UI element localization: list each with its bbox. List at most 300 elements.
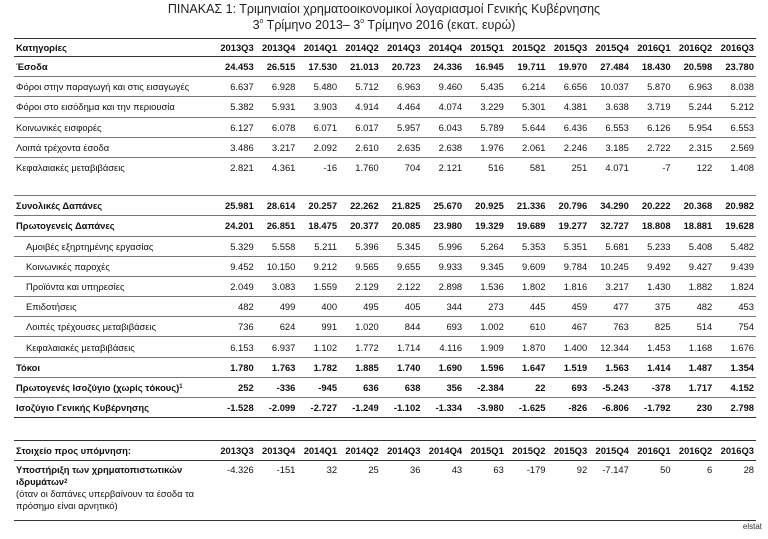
table-cell: -378 [631, 377, 673, 397]
table-cell: 3.217 [256, 137, 298, 157]
table-cell: 5.558 [256, 236, 298, 256]
table-cell: 5.480 [297, 77, 339, 97]
row-label: Συνολικές Δαπάνες [14, 196, 214, 216]
table-cell: 3.903 [297, 97, 339, 117]
table-cell: 9.565 [339, 256, 381, 276]
table-cell: -1.249 [339, 398, 381, 418]
table-cell: 6.436 [548, 117, 590, 137]
table-cell: 6.017 [339, 117, 381, 137]
table-cell: 375 [631, 297, 673, 317]
table-cell: 17.530 [308, 61, 338, 73]
row-label: Φόροι στο εισόδημα και την περιουσία [14, 97, 214, 117]
table-cell: 21.336 [506, 196, 548, 216]
table-cell: 9.452 [214, 256, 256, 276]
table-cell: 4.071 [589, 157, 631, 177]
table-cell: 6.928 [256, 77, 298, 97]
table-cell: -3.980 [464, 398, 506, 418]
table-cell: -6.806 [589, 398, 631, 418]
table-cell: 3.185 [589, 137, 631, 157]
table-cell: 1.676 [714, 337, 756, 357]
table-cell: 2.121 [422, 157, 464, 177]
table-cell: 20.925 [464, 196, 506, 216]
row-label: Λοιπά τρέχοντα έσοδα [14, 137, 214, 157]
table-cell: 20.723 [391, 61, 421, 73]
table-cell: 459 [548, 297, 590, 317]
column-quarter-header: 2013Q3 [214, 39, 256, 57]
table-cell: 4.074 [422, 97, 464, 117]
table-cell: 1.536 [464, 276, 506, 296]
table-cell: 28.614 [256, 196, 298, 216]
table-cell: 19.628 [714, 216, 756, 236]
table-cell: 1.870 [506, 337, 548, 357]
table-cell: 4.381 [548, 97, 590, 117]
table-cell: 1.559 [297, 276, 339, 296]
table-cell: 251 [548, 157, 590, 177]
table-cell: 20.085 [381, 216, 423, 236]
table-cell: 1.020 [339, 317, 381, 337]
memo-row [14, 461, 756, 513]
row-label: Πρωτογενές Ισοζύγιο (χωρίς τόκους)$^1$ [14, 377, 214, 397]
column-quarter-header: 2015Q1 [464, 39, 506, 57]
row-label: Κεφαλαιακές μεταβιβάσεις [14, 157, 214, 177]
table-cell: -16 [297, 157, 339, 177]
spacer-row [14, 177, 756, 196]
table-cell: 610 [506, 317, 548, 337]
column-quarter-header: 2015Q3 [548, 39, 590, 57]
table-cell: 9.609 [506, 256, 548, 276]
table-cell: 693 [422, 317, 464, 337]
table-cell: 1.002 [464, 317, 506, 337]
table-cell: 4.152 [714, 377, 756, 397]
memo-column-quarter-header: 2016Q3 [714, 441, 756, 461]
table-cell: 6.637 [214, 77, 256, 97]
table-row [14, 297, 756, 317]
table-cell: 23.980 [422, 216, 464, 236]
table-cell: 1.772 [339, 337, 381, 357]
table-cell: 3.229 [464, 97, 506, 117]
memo-column-quarter-header: 2014Q1 [297, 441, 339, 461]
table-cell: 1.717 [673, 377, 715, 397]
table-cell: 19.329 [464, 216, 506, 236]
table-cell: 9.655 [381, 256, 423, 276]
row-label: Τόκοι [14, 357, 214, 377]
table-cell: 6.963 [673, 77, 715, 97]
memo-column-quarter-header: 2016Q1 [631, 441, 673, 461]
table-cell: 9.427 [673, 256, 715, 276]
memo-column-quarter-header: 2013Q3 [214, 441, 256, 461]
table-cell: 1.354 [714, 357, 756, 377]
table-cell: 25.670 [422, 196, 464, 216]
table-cell: 22 [506, 377, 548, 397]
table-cell: 8.038 [714, 77, 756, 97]
table-cell: 252 [214, 377, 256, 397]
table-cell: 3.217 [589, 276, 631, 296]
table-cell: 5.211 [297, 236, 339, 256]
row-label: Κοινωνικές εισφορές [14, 117, 214, 137]
memo-cell: 50 [660, 464, 671, 475]
table-cell: 499 [256, 297, 298, 317]
table-cell: 1.168 [673, 337, 715, 357]
table-cell: 1.487 [673, 357, 715, 377]
table-cell: 3.719 [631, 97, 673, 117]
table-cell: 1.780 [214, 357, 256, 377]
table-row [14, 137, 756, 157]
table-cell: -2.727 [297, 398, 339, 418]
table-cell: 5.644 [506, 117, 548, 137]
table-cell: 6.071 [297, 117, 339, 137]
table-cell: 1.690 [422, 357, 464, 377]
table-cell: 516 [464, 157, 506, 177]
table-cell: 581 [506, 157, 548, 177]
table-cell: 638 [381, 377, 423, 397]
table-cell: 230 [673, 398, 715, 418]
table-cell: 4.116 [422, 337, 464, 357]
memo-cell: 43 [451, 464, 463, 475]
table-cell: -1.625 [506, 398, 548, 418]
table-cell: 24.453 [225, 61, 254, 73]
table-cell: 5.482 [714, 236, 756, 256]
table-cell: 12.344 [589, 337, 631, 357]
table-cell: 5.353 [506, 236, 548, 256]
table-cell: 5.301 [506, 97, 548, 117]
table-cell: 34.290 [589, 196, 631, 216]
table-cell: 21.013 [350, 61, 379, 73]
column-quarter-header: 2016Q3 [714, 39, 756, 57]
table-row [14, 276, 756, 296]
table-row [14, 256, 756, 276]
table-cell: 1.824 [714, 276, 756, 296]
table-cell: 1.647 [506, 357, 548, 377]
table-cell: 20.368 [673, 196, 715, 216]
table-cell: -336 [256, 377, 298, 397]
table-cell: 6.078 [256, 117, 298, 137]
column-quarter-header: 2015Q2 [506, 39, 548, 57]
memo-column-quarter-header: 2015Q3 [548, 441, 590, 461]
table-row [14, 317, 756, 337]
memo-cell: 6 [707, 464, 713, 475]
table-cell: 6.963 [381, 77, 423, 97]
table-cell: 27.484 [600, 61, 629, 73]
table-cell: 3.486 [214, 137, 256, 157]
table-cell: 18.430 [641, 61, 671, 73]
table-cell: 5.382 [214, 97, 256, 117]
row-label: Πρωτογενείς Δαπάνες [14, 216, 214, 236]
table-cell: 2.049 [214, 276, 256, 296]
table-cell: 18.881 [673, 216, 715, 236]
table-cell: 477 [589, 297, 631, 317]
table-cell: 2.798 [714, 398, 756, 418]
table-cell: 18.475 [297, 216, 339, 236]
table-row [14, 337, 756, 357]
row-label: Κεφαλαιακές μεταβιβάσεις [14, 337, 214, 357]
table-cell: 5.212 [714, 97, 756, 117]
column-quarter-header: 2016Q2 [673, 39, 715, 57]
table-cell: 4.361 [256, 157, 298, 177]
table-cell: 5.712 [339, 77, 381, 97]
table-cell: 5.244 [673, 97, 715, 117]
table-cell: 6.153 [214, 337, 256, 357]
row-label: Φόροι στην παραγωγή και στις εισαγωγές [14, 77, 214, 97]
table-cell: 736 [214, 317, 256, 337]
table-cell: 2.246 [548, 137, 590, 157]
table-row [14, 117, 756, 137]
table-cell: 6.937 [256, 337, 298, 357]
table-cell: 5.396 [339, 236, 381, 256]
table-cell: 9.439 [714, 256, 756, 276]
table-cell: 9.460 [422, 77, 464, 97]
table-cell: 1.802 [506, 276, 548, 296]
table-cell: 825 [631, 317, 673, 337]
table-cell: 5.408 [673, 236, 715, 256]
memo-column-quarter-header: 2014Q2 [339, 441, 381, 461]
column-quarter-header: 2014Q2 [339, 39, 381, 57]
table-cell: 400 [297, 297, 339, 317]
spacer-cell [14, 177, 756, 196]
table-cell: 6.553 [714, 117, 756, 137]
table-cell: -1.792 [631, 398, 673, 418]
table-cell: 5.957 [381, 117, 423, 137]
table-cell: 24.336 [433, 61, 463, 73]
table-cell: 482 [214, 297, 256, 317]
table-cell: 1.760 [339, 157, 381, 177]
table-cell: 704 [381, 157, 423, 177]
table-cell: 19.711 [517, 61, 546, 73]
table-cell: 19.277 [548, 216, 590, 236]
table-cell: 22.262 [339, 196, 381, 216]
table-row [14, 157, 756, 177]
column-quarter-header: 2013Q4 [256, 39, 298, 57]
table-cell: 19.970 [558, 61, 588, 73]
table-cell: -826 [548, 398, 590, 418]
table-cell: 1.740 [381, 357, 423, 377]
column-quarter-header: 2014Q1 [297, 39, 339, 57]
table-cell: 2.092 [297, 137, 339, 157]
table-cell: 5.351 [548, 236, 590, 256]
table-row [14, 377, 756, 397]
table-cell: 445 [506, 297, 548, 317]
table-cell: 844 [381, 317, 423, 337]
table-cell: 24.201 [214, 216, 256, 236]
table-cell: -2.099 [256, 398, 298, 418]
table-cell: 10.037 [589, 77, 631, 97]
table-cell: 624 [256, 317, 298, 337]
table-cell: 9.933 [422, 256, 464, 276]
memo-header-label: Στοιχείο προς υπόμνηση: [14, 441, 214, 461]
table-cell: 482 [673, 297, 715, 317]
table-cell: -1.528 [214, 398, 256, 418]
table-row [14, 77, 756, 97]
memo-cell: 25 [368, 464, 379, 475]
memo-cell: 36 [410, 464, 421, 475]
table-cell: 9.492 [631, 256, 673, 276]
table-cell: 1.596 [464, 357, 506, 377]
table-cell: 1.816 [548, 276, 590, 296]
column-quarter-header: 2014Q4 [422, 39, 464, 57]
table-cell: 26.515 [266, 61, 296, 73]
table-cell: 3.083 [256, 276, 298, 296]
memo-column-quarter-header: 2014Q3 [381, 441, 423, 461]
table-cell: 6.126 [631, 117, 673, 137]
table-cell: 5.931 [256, 97, 298, 117]
table-cell: 2.821 [214, 157, 256, 177]
table-cell: 754 [714, 317, 756, 337]
table-cell: 693 [548, 377, 590, 397]
table-cell: 6.127 [214, 117, 256, 137]
table-cell: -945 [297, 377, 339, 397]
table-cell: 26.851 [256, 216, 298, 236]
table-cell: 495 [339, 297, 381, 317]
table-cell: 1.519 [548, 357, 590, 377]
memo-cell: 63 [493, 464, 504, 475]
table-cell: 20.796 [548, 196, 590, 216]
table-cell: 405 [381, 297, 423, 317]
table-cell: 32.727 [589, 216, 631, 236]
table-cell: -1.334 [422, 398, 464, 418]
table-cell: 9.212 [297, 256, 339, 276]
table-cell: 5.789 [464, 117, 506, 137]
memo-cell: 28 [743, 464, 754, 475]
table-cell: 5.264 [464, 236, 506, 256]
table-cell: 5.329 [214, 236, 256, 256]
table-cell: 3.638 [589, 97, 631, 117]
table-cell: 2.722 [631, 137, 673, 157]
table-cell: 20.982 [714, 196, 756, 216]
table-cell: 467 [548, 317, 590, 337]
table-cell: 122 [673, 157, 715, 177]
row-label: Προϊόντα και υπηρεσίες [14, 276, 214, 296]
table-cell: 1.763 [256, 357, 298, 377]
row-label: Ισοζύγιο Γενικής Κυβέρνησης [14, 398, 214, 418]
memo-row-label: Υποστήριξη των χρηματοπιστωτικών ιδρυμάτων$^2$ (όταν οι δαπάνες υπερβαίνουν τα έσοδα τα πρόσημο είναι αρνητικό) [16, 464, 195, 511]
table-cell: 2.898 [422, 276, 464, 296]
table-cell: 5.233 [631, 236, 673, 256]
table-cell: 2.129 [339, 276, 381, 296]
table-cell: 344 [422, 297, 464, 317]
column-quarter-header: 2014Q3 [381, 39, 423, 57]
table-row [14, 97, 756, 117]
table-cell: 1.430 [631, 276, 673, 296]
table-cell: 6.214 [506, 77, 548, 97]
table-cell: 1.408 [714, 157, 756, 177]
row-label: Έσοδα [16, 61, 48, 73]
table-cell: -5.243 [589, 377, 631, 397]
row-label: Λοιπές τρέχουσες μεταβιβάσεις [14, 317, 214, 337]
table-cell: 273 [464, 297, 506, 317]
memo-header-row [14, 441, 756, 461]
table-cell: 2.315 [673, 137, 715, 157]
table-cell: 6.656 [548, 77, 590, 97]
bottom-rule [14, 520, 756, 521]
table-cell: 5.345 [381, 236, 423, 256]
table-row [14, 398, 756, 418]
row-label: Αμοιβές εξηρτημένης εργασίας [14, 236, 214, 256]
memo-cell: 32 [326, 464, 338, 475]
table-cell: 2.610 [339, 137, 381, 157]
table-row [14, 57, 756, 77]
memo-cell: -179 [526, 464, 546, 475]
table-cell: 1.782 [297, 357, 339, 377]
table-cell: 25.981 [214, 196, 256, 216]
table-cell: -7 [631, 157, 673, 177]
table-cell: 18.808 [631, 216, 673, 236]
memo-column-quarter-header: 2013Q4 [256, 441, 298, 461]
table-cell: 21.825 [381, 196, 423, 216]
table-cell: -2.384 [464, 377, 506, 397]
table-cell: 6.043 [422, 117, 464, 137]
table-cell: 453 [714, 297, 756, 317]
header-row [14, 39, 756, 57]
table-cell: 2.122 [381, 276, 423, 296]
table-cell: 1.563 [589, 357, 631, 377]
column-quarter-header: 2016Q1 [631, 39, 673, 57]
table-cell: 9.345 [464, 256, 506, 276]
table-cell: 23.780 [725, 61, 754, 73]
table-cell: 20.222 [631, 196, 673, 216]
table-cell: 356 [422, 377, 464, 397]
table-subtitle: $3^o$ Τρίμηνο 2013– $3^o$ Τρίμηνο 2016 (εκατ. ευρώ) [252, 18, 516, 32]
table-row [14, 196, 756, 216]
memo-table [14, 440, 756, 512]
table-row [14, 236, 756, 256]
table-cell: 636 [339, 377, 381, 397]
table-cell: 6.553 [589, 117, 631, 137]
table-cell: 5.954 [673, 117, 715, 137]
memo-column-quarter-header: 2014Q4 [422, 441, 464, 461]
table-cell: 2.638 [422, 137, 464, 157]
table-cell: 19.689 [506, 216, 548, 236]
table-cell: 9.784 [548, 256, 590, 276]
header-label: Κατηγορίες [14, 39, 214, 57]
memo-cell: 92 [576, 464, 588, 475]
table-cell: 5.996 [422, 236, 464, 256]
memo-column-quarter-header: 2016Q2 [673, 441, 715, 461]
table-cell: 20.257 [297, 196, 339, 216]
table-row [14, 216, 756, 236]
memo-cell: -151 [276, 464, 296, 475]
table-row [14, 357, 756, 377]
table-cell: 1.909 [464, 337, 506, 357]
table-cell: 1.976 [464, 137, 506, 157]
table-cell: 4.914 [339, 97, 381, 117]
table-cell: 763 [589, 317, 631, 337]
table-cell: 514 [673, 317, 715, 337]
table-cell: 10.245 [589, 256, 631, 276]
table-cell: 20.598 [683, 61, 713, 73]
table-cell: 1.885 [339, 357, 381, 377]
memo-column-quarter-header: 2015Q4 [589, 441, 631, 461]
memo-column-quarter-header: 2015Q1 [464, 441, 506, 461]
table-cell: 5.681 [589, 236, 631, 256]
table-cell: -1.102 [381, 398, 423, 418]
table-cell: 20.377 [339, 216, 381, 236]
row-label: Κοινωνικές παροχές [14, 256, 214, 276]
table-cell: 4.464 [381, 97, 423, 117]
row-label: Επιδοτήσεις [14, 297, 214, 317]
table-cell: 1.102 [297, 337, 339, 357]
table-cell: 1.400 [548, 337, 590, 357]
table-title: ΠΙΝΑΚΑΣ 1: Τριμηνιαίοι χρηματοοικονομικοί λογαριασμοί Γενικής Κυβέρνησης [167, 2, 601, 16]
memo-cell: -7.147 [602, 464, 629, 475]
table-cell: 1.453 [631, 337, 673, 357]
government-accounts-table [14, 38, 756, 418]
table-cell: 16.945 [475, 61, 504, 73]
memo-cell: -4.326 [227, 464, 254, 475]
table-cell: 1.714 [381, 337, 423, 357]
table-cell: 2.061 [506, 137, 548, 157]
table-cell: 2.635 [381, 137, 423, 157]
table-cell: 5.870 [631, 77, 673, 97]
memo-column-quarter-header: 2015Q2 [506, 441, 548, 461]
